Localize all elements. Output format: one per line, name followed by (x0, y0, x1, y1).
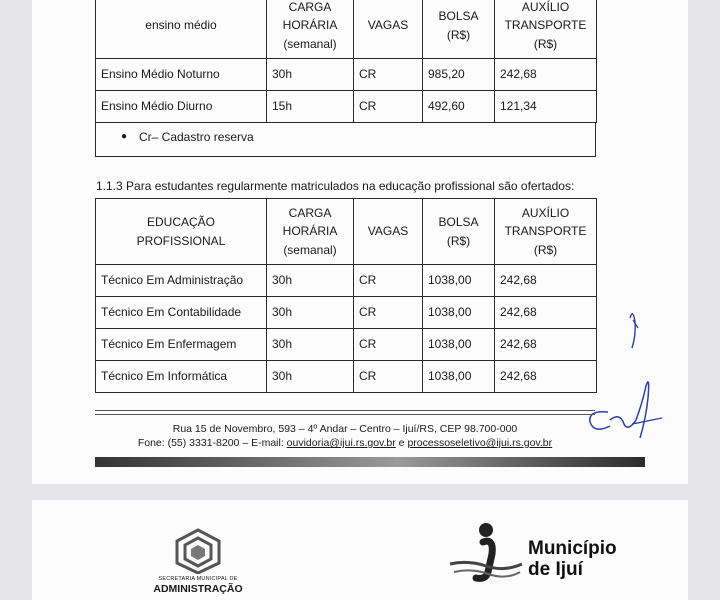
transport-cell: 121,34 (495, 91, 597, 123)
stipend-cell: 1038,00 (423, 361, 495, 393)
secretaria-caption: SECRETARIA MUNICIPAL DE (158, 576, 238, 582)
vacancies-cell: CR (354, 59, 423, 91)
stipend-cell: 1038,00 (423, 297, 495, 329)
footer-phone: Fone: (55) 3331-8200 – E-mail: (137, 437, 287, 449)
hours-cell: 30h (267, 329, 354, 361)
table-row (96, 265, 597, 297)
hours-cell: 30h (267, 59, 354, 91)
stipend-cell: 1038,00 (423, 265, 495, 297)
hours-cell: 30h (267, 297, 354, 329)
section-title: 1.1.3 Para estudantes regularmente matriculados na educação profissional são ofertados: (96, 179, 575, 193)
municipio-line1: Município (528, 538, 617, 559)
vacancies-cell: CR (354, 91, 423, 123)
transport-cell: 242,68 (495, 265, 597, 297)
ijui-symbol-icon (446, 520, 526, 590)
transport-cell: 242,68 (495, 59, 597, 91)
transport-cell: 242,68 (495, 297, 597, 329)
header-cell: VAGAS (354, 199, 423, 265)
vacancies-cell: CR (354, 329, 423, 361)
note-text: Cr– Cadastro reserva (139, 130, 254, 144)
transport-cell: 242,68 (495, 361, 597, 393)
course-cell: Ensino Médio Diurno (96, 91, 267, 123)
header-cell: VAGAS (354, 0, 423, 59)
header-cell: BOLSA (R$) (423, 199, 495, 265)
footer-email-link[interactable]: processoseletivo@ijui.rs.gov.br (407, 437, 553, 449)
hexagon-logo-icon (143, 528, 253, 574)
table-row (96, 59, 597, 91)
header-cell: EDUCAÇÃO PROFISSIONAL (96, 199, 267, 265)
course-cell: Técnico Em Informática (96, 361, 267, 393)
stipend-cell: 492,60 (423, 91, 495, 123)
table-row (96, 329, 597, 361)
hours-cell: 30h (267, 361, 354, 393)
vacancies-cell: CR (354, 265, 423, 297)
header-cell: AUXÍLIO TRANSPORTE (R$) (495, 0, 597, 59)
table-row (96, 91, 597, 123)
footer-divider (95, 414, 595, 415)
footer-contact (95, 437, 595, 449)
bullet-icon: ● (121, 131, 128, 142)
secretaria-logo (143, 528, 253, 600)
table-row (96, 361, 597, 393)
stipend-cell: 985,20 (423, 59, 495, 91)
footer-email-link[interactable]: ouvidoria@ijui.rs.gov.br (286, 437, 396, 449)
secretaria-name: ADMINISTRAÇÃO (153, 583, 243, 595)
footer-shade-bar (95, 457, 645, 467)
header-cell: AUXÍLIO TRANSPORTE (R$) (495, 199, 597, 265)
municipio-name (528, 538, 617, 581)
stipend-cell: 1038,00 (423, 329, 495, 361)
course-cell: Ensino Médio Noturno (96, 59, 267, 91)
municipio-line2: de Ijuí (528, 559, 583, 581)
header-cell: ensino médio (96, 0, 267, 59)
signature-mark (580, 300, 670, 460)
footer-address: Rua 15 de Novembro, 593 – 4º Andar – Centro – Ijuí/RS, CEP 98.700-000 (172, 423, 518, 435)
course-cell: Técnico Em Enfermagem (96, 329, 267, 361)
vacancies-cell: CR (354, 297, 423, 329)
table-header-row (96, 199, 597, 265)
municipio-logo (446, 520, 646, 590)
educacao-profissional-table (95, 198, 597, 393)
header-cell: BOLSA (R$) (423, 0, 495, 59)
vacancies-cell: CR (354, 361, 423, 393)
footer-email-joiner: e (395, 437, 408, 449)
hours-cell: 30h (267, 265, 354, 297)
ensino-medio-table (95, 0, 597, 123)
table-note (95, 123, 596, 157)
course-cell: Técnico Em Administração (96, 265, 267, 297)
table-row (96, 297, 597, 329)
table-header-row (96, 0, 597, 59)
hours-cell: 15h (267, 91, 354, 123)
course-cell: Técnico Em Contabilidade (96, 297, 267, 329)
header-cell: CARGA HORÁRIA (semanal) (267, 0, 354, 59)
transport-cell: 242,68 (495, 329, 597, 361)
header-cell: CARGA HORÁRIA (semanal) (267, 199, 354, 265)
footer-divider (95, 410, 595, 411)
